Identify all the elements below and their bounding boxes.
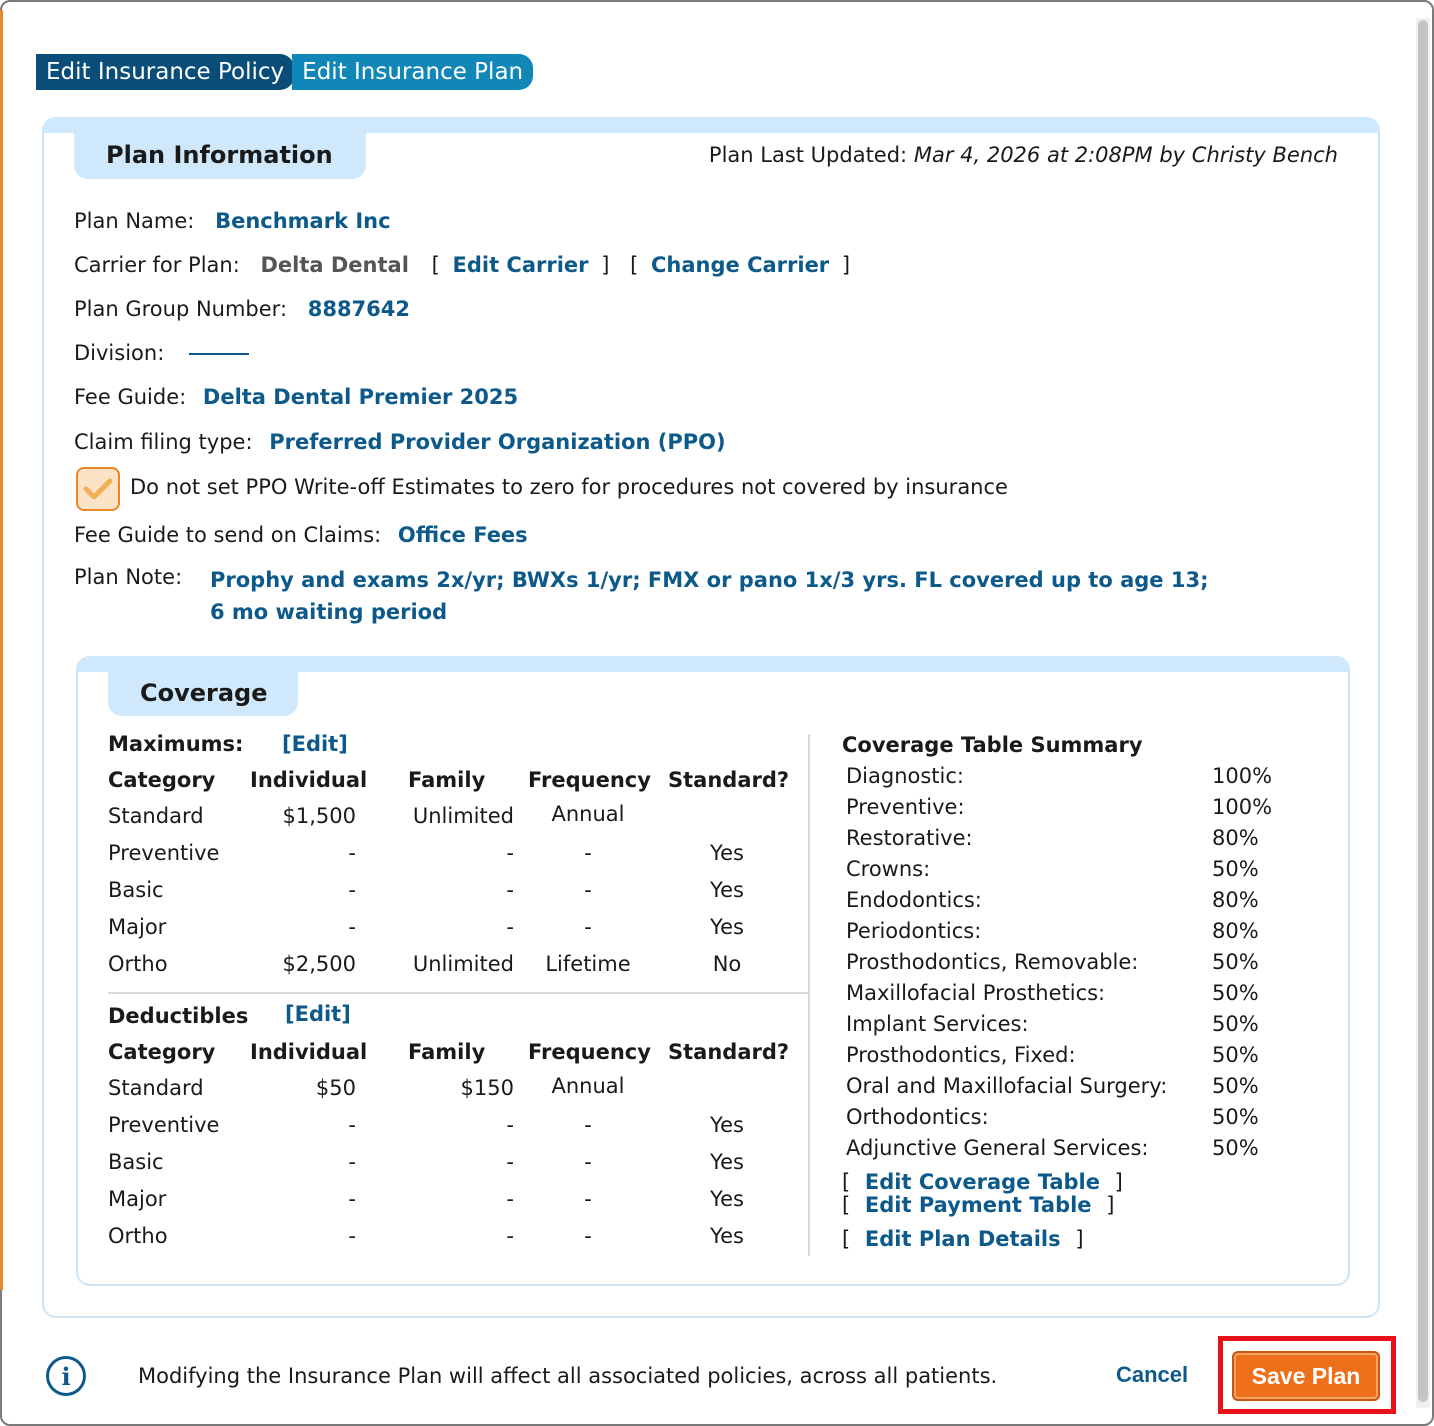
summary-percent: 50% [1212, 1136, 1259, 1160]
claims-fee-value[interactable]: Office Fees [397, 523, 528, 547]
bracket: [ [431, 253, 440, 277]
deductibles-cell: - [584, 1224, 592, 1248]
summary-percent: 100% [1212, 795, 1273, 819]
deductibles-cell: Yes [710, 1224, 744, 1248]
coverage-summary-title: Coverage Table Summary [842, 733, 1143, 757]
deductibles-cell: Major [108, 1187, 167, 1211]
deductibles-cell: Yes [710, 1150, 744, 1174]
maximums-cell: - [506, 841, 514, 865]
claim-type-label: Claim filing type: [74, 430, 253, 454]
cancel-button[interactable]: Cancel [1116, 1362, 1189, 1387]
deductibles-cell: Annual [551, 1074, 625, 1098]
deductibles-header-individual: Individual [250, 1040, 368, 1064]
deductibles-cell: - [348, 1113, 356, 1137]
edit-maximums-link[interactable]: [Edit] [282, 732, 348, 756]
summary-category: Prosthodontics, Removable: [846, 950, 1139, 974]
deductibles-cell: Basic [108, 1150, 164, 1174]
edit-coverage-table-link[interactable]: Edit Coverage Table [864, 1170, 1100, 1194]
plan-note-line-2[interactable]: 6 mo waiting period [210, 600, 448, 624]
summary-percent: 50% [1212, 1074, 1259, 1098]
edit-deductibles-link[interactable]: [Edit] [285, 1002, 351, 1026]
bracket: ] [601, 253, 610, 277]
edit-payment-table-row [842, 1193, 1114, 1217]
maximums-heading: Maximums: [108, 732, 244, 756]
summary-percent: 50% [1212, 1043, 1259, 1067]
summary-category: Prosthodontics, Fixed: [846, 1043, 1076, 1067]
summary-category: Periodontics: [846, 919, 982, 943]
summary-category: Diagnostic: [846, 764, 964, 788]
bracket: [ [630, 253, 639, 277]
plan-name-label: Plan Name: [74, 209, 195, 233]
maximums-cell: Preventive [108, 841, 220, 865]
maximums-cell: Major [108, 915, 167, 939]
summary-percent: 80% [1212, 888, 1259, 912]
change-carrier-link[interactable]: Change Carrier [651, 253, 830, 277]
tab-edit-insurance-plan[interactable]: Edit Insurance Plan [292, 54, 533, 90]
maximums-cell: - [584, 878, 592, 902]
deductibles-cell: - [584, 1150, 592, 1174]
updated-value: Mar 4, 2026 at 2:08PM by Christy Bench [913, 143, 1338, 167]
summary-category: Maxillofacial Prosthetics: [846, 981, 1106, 1005]
group-number-row [74, 297, 410, 321]
bracket: [ [842, 1227, 851, 1251]
maximums-header-individual: Individual [250, 768, 368, 792]
plan-last-updated [709, 143, 1338, 167]
coverage-divider-vertical [808, 734, 810, 1256]
footer-message: Modifying the Insurance Plan will affect all associated policies, across all patients. [138, 1364, 998, 1388]
bracket: ] [1075, 1227, 1084, 1251]
summary-percent: 80% [1212, 826, 1259, 850]
coverage-card [76, 656, 1350, 1286]
deductibles-cell: - [506, 1224, 514, 1248]
edit-payment-table-link[interactable]: Edit Payment Table [864, 1193, 1092, 1217]
deductibles-cell: - [506, 1187, 514, 1211]
maximums-header-category: Category [108, 768, 216, 792]
summary-percent: 50% [1212, 1105, 1259, 1129]
summary-percent: 50% [1212, 950, 1259, 974]
division-label: Division: [74, 341, 165, 365]
coverage-divider-horizontal [108, 992, 810, 994]
ppo-writeoff-checkbox[interactable] [76, 467, 120, 511]
maximums-cell: Annual [551, 802, 625, 826]
carrier-value: Delta Dental [260, 253, 409, 277]
summary-percent: 100% [1212, 764, 1273, 788]
maximums-cell: - [506, 915, 514, 939]
deductibles-heading: Deductibles [108, 1004, 249, 1028]
maximums-cell: Basic [108, 878, 164, 902]
carrier-row [74, 253, 850, 277]
deductibles-cell: - [584, 1113, 592, 1137]
summary-percent: 50% [1212, 857, 1259, 881]
deductibles-cell: Yes [710, 1187, 744, 1211]
claim-type-row [74, 430, 726, 454]
maximums-cell: Lifetime [545, 952, 631, 976]
deductibles-cell: $50 [315, 1076, 356, 1100]
maximums-cell: - [584, 841, 592, 865]
maximums-cell: - [348, 878, 356, 902]
maximums-cell: - [348, 915, 356, 939]
plan-name-row [74, 209, 391, 233]
maximums-header-frequency: Frequency [528, 768, 651, 792]
checkmark-icon [83, 477, 113, 501]
ppo-writeoff-label: Do not set PPO Write-off Estimates to zero for procedures not covered by insurance [130, 475, 1008, 499]
maximums-cell: Yes [710, 841, 744, 865]
maximums-header-standard: Standard? [668, 768, 790, 792]
edit-plan-details-row [842, 1227, 1084, 1251]
deductibles-cell: - [348, 1224, 356, 1248]
plan-information-title: Plan Information [74, 131, 366, 179]
scrollbar-thumb[interactable] [1418, 20, 1428, 1402]
maximums-cell: - [584, 915, 592, 939]
tab-edit-insurance-policy[interactable]: Edit Insurance Policy [36, 54, 294, 90]
maximums-cell: $1,500 [282, 804, 356, 828]
bracket: ] [1106, 1193, 1115, 1217]
maximums-cell: Yes [710, 878, 744, 902]
group-number-value[interactable]: 8887642 [307, 297, 411, 321]
deductibles-header-family: Family [408, 1040, 486, 1064]
info-icon: i [46, 1356, 86, 1396]
maximums-header-family: Family [408, 768, 486, 792]
deductibles-cell: Yes [710, 1113, 744, 1137]
fee-guide-value[interactable]: Delta Dental Premier 2025 [202, 385, 519, 409]
claims-fee-label: Fee Guide to send on Claims: [74, 523, 382, 547]
summary-category: Restorative: [846, 826, 973, 850]
summary-category: Endodontics: [846, 888, 982, 912]
tab-bar [36, 54, 533, 90]
summary-percent: 50% [1212, 981, 1259, 1005]
summary-percent: 50% [1212, 1012, 1259, 1036]
updated-label: Plan Last Updated: [708, 143, 908, 167]
deductibles-header-category: Category [108, 1040, 216, 1064]
left-accent-bar [0, 10, 3, 1290]
summary-category: Implant Services: [846, 1012, 1029, 1036]
maximums-cell: Unlimited [412, 804, 514, 828]
fee-guide-row [74, 385, 518, 409]
deductibles-cell: Ortho [108, 1224, 168, 1248]
claim-type-value[interactable]: Preferred Provider Organization (PPO) [269, 430, 726, 454]
deductibles-cell: - [584, 1187, 592, 1211]
plan-information-card [42, 117, 1380, 1318]
maximums-cell: - [506, 878, 514, 902]
coverage-title: Coverage [108, 670, 298, 716]
edit-plan-details-link[interactable]: Edit Plan Details [864, 1227, 1061, 1251]
summary-category: Preventive: [846, 795, 965, 819]
deductibles-cell: - [348, 1187, 356, 1211]
carrier-label: Carrier for Plan: [74, 253, 240, 277]
deductibles-cell: Standard [108, 1076, 204, 1100]
edit-carrier-link[interactable]: Edit Carrier [452, 253, 589, 277]
save-plan-button[interactable]: Save Plan [1232, 1351, 1380, 1401]
bracket: [ [842, 1170, 851, 1194]
claims-fee-row [74, 523, 528, 547]
deductibles-cell: - [506, 1150, 514, 1174]
summary-category: Oral and Maxillofacial Surgery: [846, 1074, 1168, 1098]
deductibles-header-standard: Standard? [668, 1040, 790, 1064]
division-row [74, 341, 249, 365]
maximums-cell: No [712, 952, 742, 976]
deductibles-cell: - [348, 1150, 356, 1174]
bracket: [ [842, 1193, 851, 1217]
summary-category: Orthodontics: [846, 1105, 989, 1129]
plan-note-label: Plan Note: [74, 565, 183, 589]
maximums-cell: Ortho [108, 952, 168, 976]
deductibles-header-frequency: Frequency [528, 1040, 651, 1064]
deductibles-cell: - [506, 1113, 514, 1137]
plan-note-line-1[interactable]: Prophy and exams 2x/yr; BWXs 1/yr; FMX or pano 1x/3 yrs. FL covered up to age 13; [210, 568, 1209, 592]
maximums-cell: $2,500 [282, 952, 356, 976]
maximums-cell: Yes [710, 915, 744, 939]
fee-guide-label: Fee Guide: [74, 385, 187, 409]
division-empty-link[interactable] [189, 353, 249, 355]
deductibles-cell: $150 [460, 1076, 514, 1100]
bracket: ] [841, 253, 851, 277]
deductibles-cell: Preventive [108, 1113, 220, 1137]
bracket: ] [1114, 1170, 1123, 1194]
maximums-cell: - [348, 841, 356, 865]
group-number-label: Plan Group Number: [74, 297, 288, 321]
summary-category: Crowns: [846, 857, 931, 881]
plan-name-value[interactable]: Benchmark Inc [215, 209, 391, 233]
summary-category: Adjunctive General Services: [846, 1136, 1149, 1160]
edit-coverage-table-row [842, 1170, 1123, 1194]
summary-percent: 80% [1212, 919, 1259, 943]
maximums-cell: Standard [108, 804, 204, 828]
maximums-cell: Unlimited [412, 952, 514, 976]
